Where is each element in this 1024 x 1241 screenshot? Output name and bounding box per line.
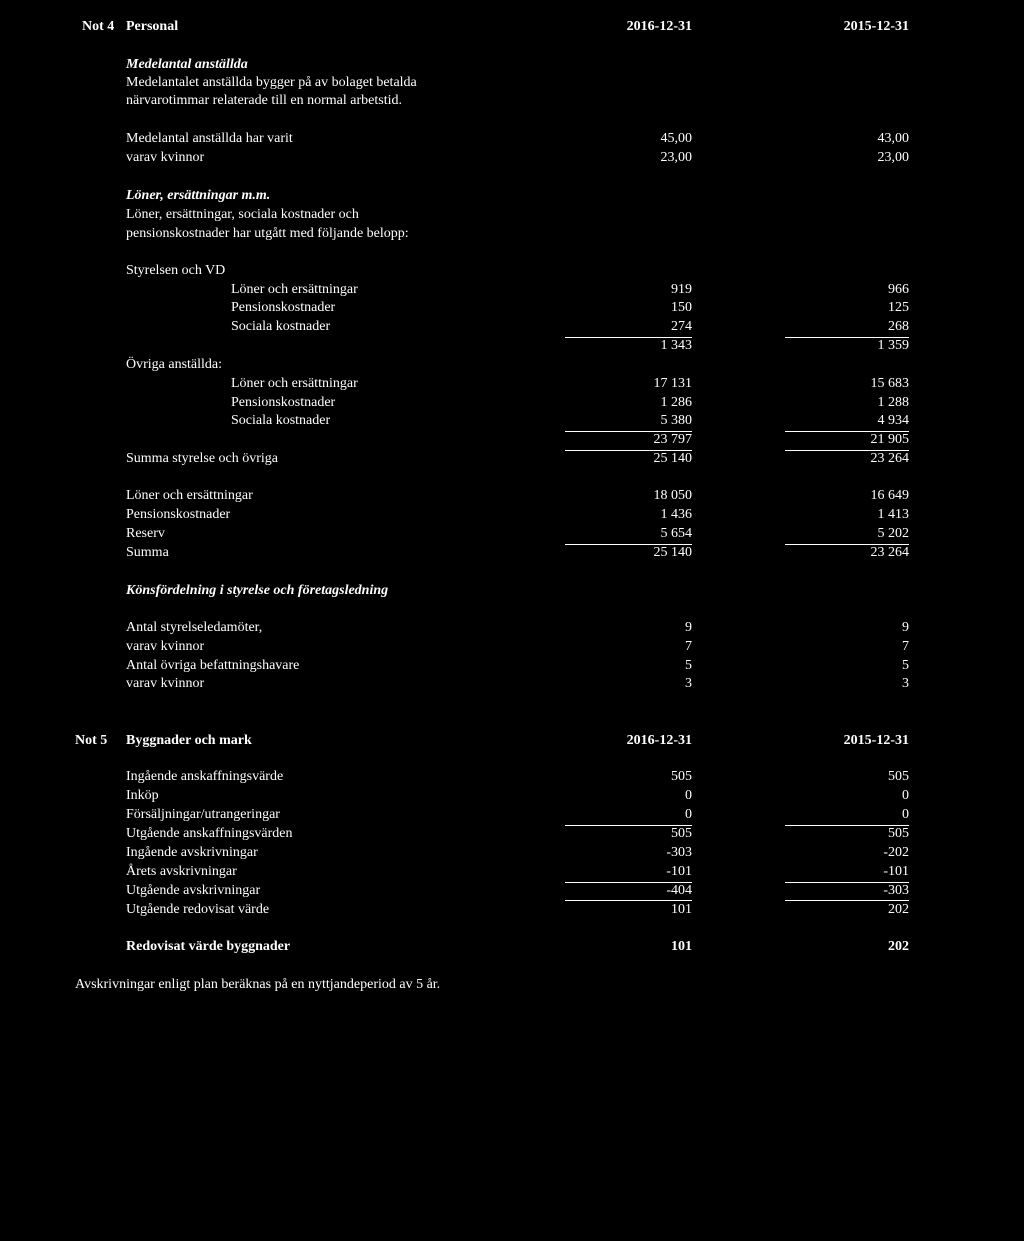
note5-row-value-2015: 0 [902, 788, 909, 803]
utgaende-anskaffning-2015: 505 [888, 826, 909, 841]
utgaende-avskrivningar-2016: -404 [666, 883, 692, 898]
kon-row-value-2015: 3 [902, 676, 909, 691]
note-4-col2-header: 2015-12-31 [843, 19, 909, 34]
summa-styrelse-ovriga-label: Summa styrelse och övriga [126, 451, 279, 466]
styrelse-sum-2016: 1 343 [660, 338, 692, 353]
kon-row-value-2016: 7 [685, 639, 692, 654]
note5-row-label: Inköp [126, 788, 159, 803]
medelantal-desc-1: Medelantalet anställda bygger på av bolaget betalda [126, 75, 417, 90]
kon-row-label: varav kvinnor [126, 676, 205, 691]
utgaende-redovisat-label: Utgående redovisat värde [126, 902, 270, 917]
summary-row-value-2016: 1 436 [660, 507, 692, 522]
note5-row-value-2015: -101 [883, 864, 909, 879]
redovisat-byggnader-2016: 101 [671, 939, 692, 954]
ovriga-sum-2016: 23 797 [653, 432, 692, 447]
medelantal-desc-2: närvarotimmar relaterade till en normal arbetstid. [126, 93, 402, 108]
note5-row-value-2015: 0 [902, 807, 909, 822]
medelantal-row-value-2016: 45,00 [660, 131, 692, 146]
styrelse-row-label: Sociala kostnader [231, 319, 331, 334]
styrelse-row-value-2015: 268 [888, 319, 909, 334]
utgaende-redovisat-2015: 202 [888, 902, 909, 917]
summa-2016: 25 140 [653, 545, 692, 560]
styrelse-row-value-2016: 274 [671, 319, 692, 334]
divider [565, 900, 692, 901]
medelantal-row-value-2016: 23,00 [660, 150, 692, 165]
ovriga-row-value-2016: 17 131 [653, 376, 692, 391]
kon-row-value-2015: 5 [902, 658, 909, 673]
note5-row-label: Ingående anskaffningsvärde [126, 769, 284, 784]
medelantal-heading: Medelantal anställda [126, 57, 248, 72]
summa-styrelse-ovriga-2016: 25 140 [653, 451, 692, 466]
note-5-col2-header: 2015-12-31 [843, 733, 909, 748]
medelantal-row-value-2015: 23,00 [877, 150, 909, 165]
note-4-title: Personal [126, 19, 179, 34]
ovriga-row-label: Sociala kostnader [231, 413, 331, 428]
utgaende-anskaffning-label: Utgående anskaffningsvärden [126, 826, 293, 841]
summa-2015: 23 264 [870, 545, 909, 560]
divider [785, 900, 909, 901]
ovriga-row-label: Pensionskostnader [231, 395, 336, 410]
note5-row-label: Ingående avskrivningar [126, 845, 258, 860]
ovriga-row-value-2015: 1 288 [877, 395, 909, 410]
note5-row-value-2016: 0 [685, 788, 692, 803]
loner-desc-2: pensionskostnader har utgått med följande belopp: [126, 226, 409, 241]
styrelse-vd-label: Styrelsen och VD [126, 263, 226, 278]
note5-row-value-2016: 505 [671, 769, 692, 784]
utgaende-avskrivningar-label: Utgående avskrivningar [126, 883, 261, 898]
styrelse-row-label: Löner och ersättningar [231, 282, 358, 297]
summa-styrelse-ovriga-2015: 23 264 [870, 451, 909, 466]
utgaende-avskrivningar-2015: -303 [883, 883, 909, 898]
loner-heading: Löner, ersättningar m.m. [126, 188, 271, 203]
ovriga-row-value-2016: 5 380 [660, 413, 692, 428]
note-5-label: Not 5 [75, 733, 108, 748]
utgaende-anskaffning-2016: 505 [671, 826, 692, 841]
summary-row-value-2015: 16 649 [870, 488, 909, 503]
utgaende-redovisat-2016: 101 [671, 902, 692, 917]
summary-row-value-2016: 18 050 [653, 488, 692, 503]
summa-label: Summa [126, 545, 169, 560]
summary-row-label: Pensionskostnader [126, 507, 231, 522]
summary-row-label: Reserv [126, 526, 165, 541]
konsfordelning-heading: Könsfördelning i styrelse och företagsledning [126, 583, 389, 598]
styrelse-row-value-2016: 919 [671, 282, 692, 297]
note-5-col1-header: 2016-12-31 [626, 733, 692, 748]
note5-row-value-2016: 0 [685, 807, 692, 822]
note5-row-value-2016: -303 [666, 845, 692, 860]
note5-row-value-2015: 505 [888, 769, 909, 784]
medelantal-row-label: Medelantal anställda har varit [126, 131, 293, 146]
kon-row-label: Antal övriga befattningshavare [126, 658, 300, 673]
ovriga-row-label: Löner och ersättningar [231, 376, 358, 391]
kon-row-label: Antal styrelseledamöter, [126, 620, 263, 635]
note5-row-value-2016: -101 [666, 864, 692, 879]
styrelse-row-value-2015: 125 [888, 300, 909, 315]
kon-row-value-2016: 3 [685, 676, 692, 691]
ovriga-anstallda-label: Övriga anställda: [126, 357, 223, 372]
styrelse-row-label: Pensionskostnader [231, 300, 336, 315]
note-5-title: Byggnader och mark [126, 733, 252, 748]
summary-row-value-2015: 1 413 [877, 507, 909, 522]
kon-row-value-2015: 9 [902, 620, 909, 635]
redovisat-byggnader-label: Redovisat värde byggnader [126, 939, 291, 954]
kon-row-value-2016: 5 [685, 658, 692, 673]
note5-row-label: Årets avskrivningar [126, 864, 237, 879]
kon-row-value-2015: 7 [902, 639, 909, 654]
ovriga-row-value-2015: 4 934 [877, 413, 909, 428]
kon-row-value-2016: 9 [685, 620, 692, 635]
ovriga-row-value-2016: 1 286 [660, 395, 692, 410]
summary-row-value-2015: 5 202 [877, 526, 909, 541]
note-4-label: Not 4 [82, 19, 115, 34]
styrelse-sum-2015: 1 359 [877, 338, 909, 353]
styrelse-row-value-2016: 150 [671, 300, 692, 315]
styrelse-row-value-2015: 966 [888, 282, 909, 297]
note5-row-label: Försäljningar/utrangeringar [126, 807, 280, 822]
summary-row-label: Löner och ersättningar [126, 488, 253, 503]
summary-row-value-2016: 5 654 [660, 526, 692, 541]
loner-desc-1: Löner, ersättningar, sociala kostnader och [126, 207, 359, 222]
medelantal-row-value-2015: 43,00 [877, 131, 909, 146]
medelantal-row-label: varav kvinnor [126, 150, 205, 165]
kon-row-label: varav kvinnor [126, 639, 205, 654]
redovisat-byggnader-2015: 202 [888, 939, 909, 954]
ovriga-sum-2015: 21 905 [870, 432, 909, 447]
note-4-col1-header: 2016-12-31 [626, 19, 692, 34]
depreciation-footnote: Avskrivningar enligt plan beräknas på en nyttjandeperiod av 5 år. [75, 977, 441, 992]
ovriga-row-value-2015: 15 683 [870, 376, 909, 391]
note5-row-value-2015: -202 [883, 845, 909, 860]
